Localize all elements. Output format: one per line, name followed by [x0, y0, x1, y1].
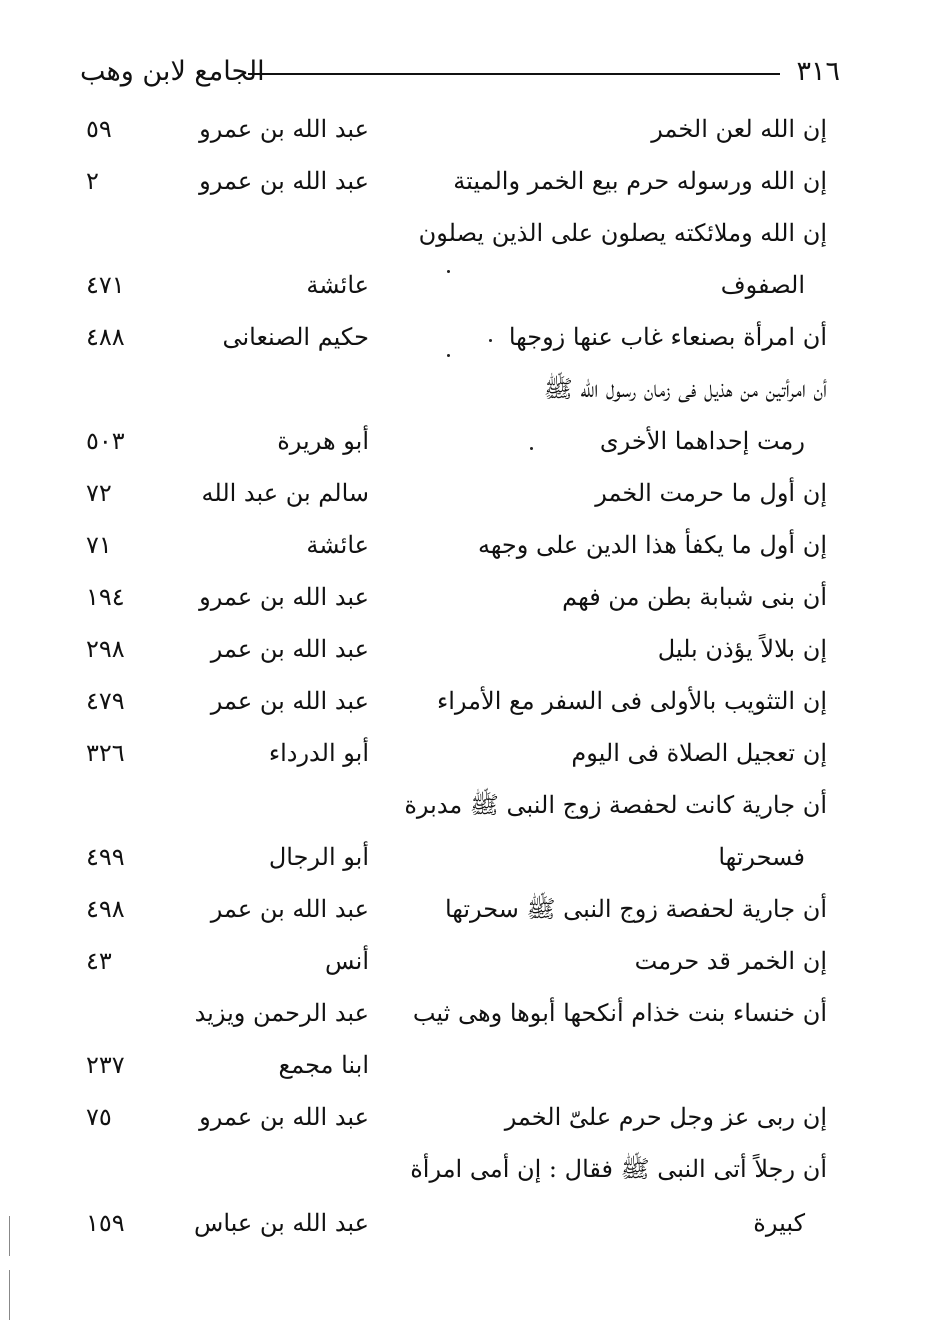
hadith-number: ٤٧١ — [86, 271, 125, 299]
narrator-name: عبد الله بن عمر — [210, 687, 369, 715]
hadith-number: ٤٩٩ — [86, 843, 125, 871]
index-row — [0, 372, 935, 422]
narrator-name: أبو الرجال — [268, 843, 369, 871]
hadith-text-continuation: الصفوف — [720, 271, 805, 299]
narrator-name: حكيم الصنعانى — [222, 323, 369, 351]
hadith-text: أن جارية كانت لحفصة زوج النبى ﷺ مدبرة — [404, 791, 827, 819]
hadith-number: ٤٨٨ — [86, 323, 125, 351]
running-head — [80, 52, 840, 92]
narrator-name: عائشة — [306, 531, 369, 559]
header-rule — [248, 73, 780, 75]
index-row — [0, 996, 935, 1046]
hadith-number: ٤٣ — [86, 947, 112, 975]
hadith-text: أن بنى شبابة بطن من فهم — [562, 583, 827, 611]
scan-edge-line — [9, 1270, 10, 1320]
hadith-number: ٣٢٦ — [86, 739, 125, 767]
hadith-text-continuation: فسحرتها — [718, 843, 805, 871]
index-row — [0, 736, 935, 786]
index-row — [0, 164, 935, 214]
hadith-number: ٤٩٨ — [86, 895, 125, 923]
narrator-name: أبو هريرة — [277, 427, 369, 455]
hadith-text: إن أول ما يكفأ هذا الدين على وجهه — [477, 531, 827, 559]
hadith-text: أن جارية لحفصة زوج النبى ﷺ سحرتها — [444, 895, 827, 923]
hadith-number: ٢٣٧ — [86, 1051, 125, 1079]
index-row — [0, 268, 935, 318]
hadith-text: إن الله ورسوله حرم بيع الخمر والميتة — [453, 167, 827, 195]
hadith-text: إن الخمر قد حرمت — [634, 947, 827, 975]
narrator-name: أنس — [325, 947, 369, 975]
hadith-text-continuation: كبيرة — [753, 1209, 805, 1237]
index-row — [0, 1206, 935, 1256]
index-row — [0, 528, 935, 578]
index-row — [0, 580, 935, 630]
narrator-name: عبد الله بن عمر — [210, 635, 369, 663]
scan-speck — [489, 339, 492, 342]
narrator-name: عبد الرحمن ويزيد — [194, 999, 369, 1027]
index-row — [0, 216, 935, 266]
hadith-text: أن امرأة بصنعاء غاب عنها زوجها — [508, 323, 827, 351]
hadith-text: إن ربى عز وجل حرم علىّ الخمر — [504, 1103, 827, 1131]
hadith-text: أن امرأتين من هذيل فى زمان رسول الله ﷺ — [543, 375, 827, 403]
hadith-number: ٥٩ — [86, 115, 112, 143]
narrator-name: عبد الله بن عباس — [194, 1209, 369, 1237]
hadith-text: إن التثويب بالأولى فى السفر مع الأمراء — [436, 687, 827, 715]
scan-speck — [530, 447, 533, 450]
hadith-number: ٢ — [86, 167, 99, 195]
hadith-text: إن أول ما حرمت الخمر — [595, 479, 827, 507]
scan-speck — [447, 354, 450, 357]
index-row — [0, 112, 935, 162]
index-row — [0, 1100, 935, 1150]
narrator-name: عبد الله بن عمرو — [199, 167, 369, 195]
hadith-number: ٥٠٣ — [86, 427, 125, 455]
index-row — [0, 788, 935, 838]
index-row — [0, 840, 935, 890]
index-row — [0, 944, 935, 994]
hadith-number: ١٩٤ — [86, 583, 125, 611]
index-row — [0, 320, 935, 370]
hadith-number: ٧٥ — [86, 1103, 112, 1131]
hadith-text: إن تعجيل الصلاة فى اليوم — [571, 739, 827, 767]
hadith-text: إن الله لعن الخمر — [651, 115, 827, 143]
index-row — [0, 1048, 935, 1098]
hadith-number: ٤٧٩ — [86, 687, 125, 715]
narrator-name: سالم بن عبد الله — [201, 479, 369, 507]
hadith-text: أن خنساء بنت خذام أنكحها أبوها وهى ثيب — [412, 999, 827, 1027]
index-row — [0, 684, 935, 734]
page-number: ٣١٦ — [796, 56, 840, 87]
narrator-name-continuation: ابنا مجمع — [278, 1051, 369, 1079]
hadith-number: ١٥٩ — [86, 1209, 125, 1237]
scan-edge-line — [9, 1216, 10, 1256]
narrator-name: عائشة — [306, 271, 369, 299]
index-row — [0, 632, 935, 682]
narrator-name: عبد الله بن عمر — [210, 895, 369, 923]
narrator-name: عبد الله بن عمرو — [199, 115, 369, 143]
hadith-text-continuation: رمت إحداهما الأخرى — [599, 427, 805, 455]
index-row — [0, 1152, 935, 1202]
index-row — [0, 892, 935, 942]
hadith-text: أن رجلاً أتى النبى ﷺ فقال : إن أمى امرأة — [410, 1155, 827, 1183]
index-row — [0, 476, 935, 526]
hadith-text: إن الله وملائكته يصلون على الذين يصلون — [418, 219, 827, 247]
scan-speck — [447, 270, 450, 273]
narrator-name: أبو الدرداء — [268, 739, 369, 767]
hadith-number: ٧١ — [86, 531, 112, 559]
book-title: الجامع لابن وهب — [80, 56, 265, 87]
narrator-name: عبد الله بن عمرو — [199, 583, 369, 611]
hadith-text: إن بلالاً يؤذن بليل — [657, 635, 827, 663]
hadith-number: ٧٢ — [86, 479, 112, 507]
narrator-name: عبد الله بن عمرو — [199, 1103, 369, 1131]
hadith-number: ٢٩٨ — [86, 635, 125, 663]
index-row — [0, 424, 935, 474]
